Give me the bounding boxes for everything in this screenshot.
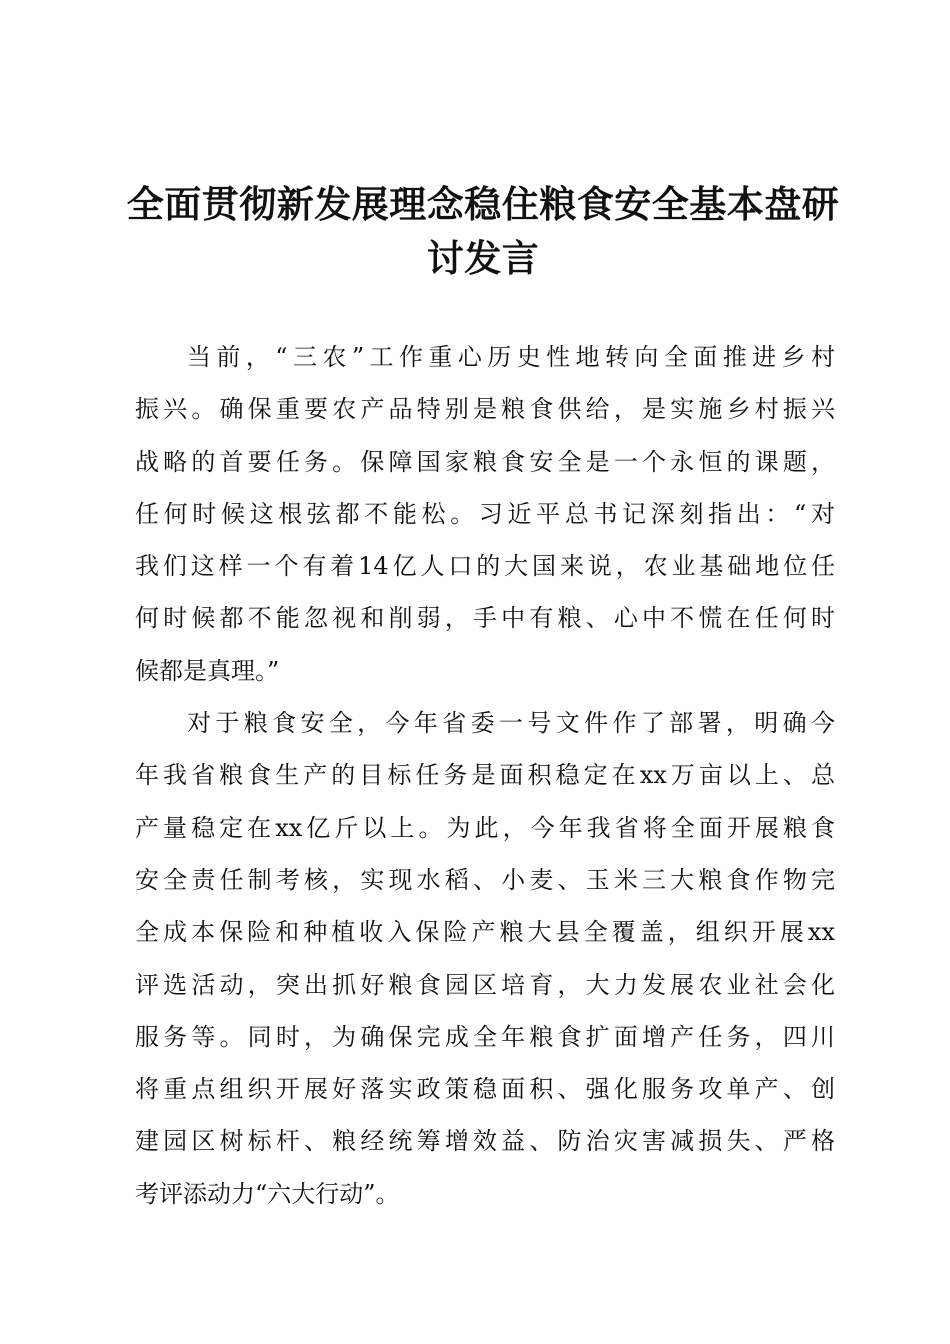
paragraph-line: 服务等。同时，为确保完成全年粮食扩面增产任务，四川 bbox=[135, 1022, 835, 1051]
paragraph-line: 当前，“三农”工作重心历史性地转向全面推进乡村 bbox=[187, 343, 835, 371]
paragraph-line: 考评添动力“六大行动”。 bbox=[135, 1179, 400, 1208]
document-title bbox=[118, 178, 848, 286]
paragraph-line: 安全责任制考核，实现水稻、小麦、玉米三大粮食作物完 bbox=[135, 865, 835, 894]
paragraph-1 bbox=[135, 331, 835, 697]
title-line-2: 讨发言 bbox=[426, 237, 540, 280]
paragraph-line: 振兴。确保重要农产品特别是粮食供给，是实施乡村振兴 bbox=[135, 395, 835, 424]
paragraph-line: 年我省粮食生产的目标任务是面积稳定在xx万亩以上、总 bbox=[135, 761, 835, 790]
paragraph-line: 产量稳定在xx亿斤以上。为此，今年我省将全面开展粮食 bbox=[135, 813, 835, 842]
paragraph-line: 候都是真理。” bbox=[135, 656, 280, 685]
paragraph-line: 何时候都不能忽视和削弱，手中有粮、心中不慌在任何时 bbox=[135, 604, 835, 633]
paragraph-line: 任何时候这根弦都不能松。习近平总书记深刻指出：“对 bbox=[135, 499, 835, 528]
paragraph-line: 对于粮食安全，今年省委一号文件作了部署，明确今 bbox=[187, 709, 835, 738]
title-line-1: 全面贯彻新发展理念稳住粮食安全基本盘研 bbox=[126, 183, 840, 226]
paragraph-line: 评选活动，突出抓好粮食园区培育，大力发展农业社会化 bbox=[135, 970, 835, 999]
document-body bbox=[135, 331, 835, 1220]
paragraph-line: 战略的首要任务。保障国家粮食安全是一个永恒的课题， bbox=[135, 447, 835, 476]
paragraph-line: 全成本保险和种植收入保险产粮大县全覆盖，组织开展xx bbox=[135, 918, 835, 947]
paragraph-line: 将重点组织开展好落实政策稳面积、强化服务攻单产、创 bbox=[135, 1075, 835, 1104]
paragraph-line: 建园区树标杆、粮经统筹增效益、防治灾害减损失、严格 bbox=[135, 1127, 835, 1156]
paragraph-line: 我们这样一个有着14亿人口的大国来说，农业基础地位任 bbox=[135, 552, 835, 581]
paragraph-2 bbox=[135, 697, 835, 1220]
